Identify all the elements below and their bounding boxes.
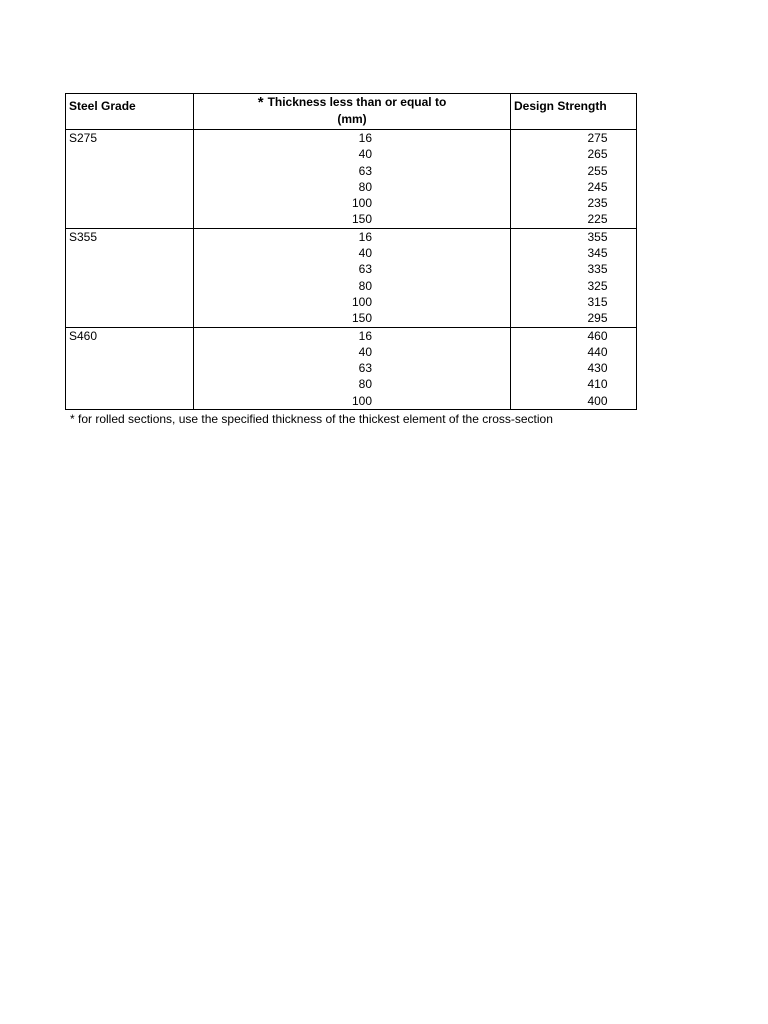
steel-grade-cell: [66, 376, 194, 392]
thickness-cell: [194, 327, 511, 344]
design-strength-cell: [511, 228, 637, 245]
steel-grade-cell: [66, 261, 194, 277]
steel-grade-cell: [66, 146, 194, 162]
design-strength-value: 265: [587, 147, 608, 162]
steel-grade-cell: [66, 163, 194, 179]
design-strength-cell: [511, 261, 637, 277]
footnote-marker: *: [257, 94, 264, 111]
design-strength-value: 325: [587, 278, 608, 293]
thickness-value: 100: [351, 393, 372, 408]
design-strength-value: 440: [587, 344, 608, 359]
design-strength-value: 400: [587, 393, 608, 408]
steel-grade-cell: [66, 211, 194, 228]
header-row: [66, 94, 637, 130]
design-strength-value: 315: [587, 294, 608, 309]
design-strength-cell: [511, 393, 637, 410]
table-header: [66, 94, 637, 130]
table-row: [66, 211, 637, 228]
thickness-cell: [194, 228, 511, 245]
thickness-cell: [194, 294, 511, 310]
design-strength-cell: [511, 195, 637, 211]
table-row: [66, 376, 637, 392]
header-thickness-line1: Thickness less than or equal to: [267, 95, 447, 109]
footnote: * for rolled sections, use the specified thickness of the thickest element of the cross-section: [70, 412, 553, 426]
design-strength-cell: [511, 327, 637, 344]
thickness-value: 63: [358, 163, 372, 178]
steel-grade-cell: S355: [66, 228, 194, 245]
thickness-cell: [194, 393, 511, 410]
thickness-cell: [194, 360, 511, 376]
table-row: [66, 261, 637, 277]
table-row: [66, 130, 637, 147]
thickness-value: 150: [351, 212, 372, 227]
table-row: [66, 360, 637, 376]
steel-grade-cell: [66, 310, 194, 327]
design-strength-value: 460: [587, 328, 608, 343]
thickness-cell: [194, 130, 511, 147]
thickness-cell: [194, 278, 511, 294]
thickness-cell: [194, 376, 511, 392]
steel-grade-cell: S275: [66, 130, 194, 147]
thickness-value: 100: [351, 196, 372, 211]
table-row: [66, 195, 637, 211]
table-row: [66, 146, 637, 162]
table-row: [66, 278, 637, 294]
design-strength-table: [65, 93, 637, 410]
thickness-cell: [194, 163, 511, 179]
design-strength-value: 295: [587, 311, 608, 326]
thickness-value: 16: [358, 131, 372, 145]
table-row: [66, 228, 637, 245]
thickness-value: 63: [358, 262, 372, 277]
design-strength-cell: [511, 163, 637, 179]
design-strength-value: 410: [587, 377, 608, 392]
steel-grade-cell: [66, 344, 194, 360]
design-strength-cell: [511, 146, 637, 162]
design-strength-value: 355: [587, 229, 608, 244]
thickness-value: 80: [358, 377, 372, 392]
design-strength-value: 345: [587, 246, 608, 261]
thickness-value: 100: [351, 294, 372, 309]
design-strength-cell: [511, 360, 637, 376]
design-strength-value: 255: [587, 163, 608, 178]
table-row: [66, 294, 637, 310]
design-strength-cell: [511, 310, 637, 327]
design-strength-cell: [511, 278, 637, 294]
design-strength-value: 225: [587, 212, 608, 227]
thickness-cell: [194, 195, 511, 211]
design-strength-value: 245: [587, 179, 608, 194]
table-row: [66, 310, 637, 327]
thickness-value: 80: [358, 278, 372, 293]
design-strength-value: 235: [587, 196, 608, 211]
design-strength-cell: [511, 130, 637, 147]
design-strength-value: 335: [587, 262, 608, 277]
design-strength-value: 275: [587, 131, 608, 145]
thickness-value: 80: [358, 179, 372, 194]
thickness-value: 40: [358, 246, 372, 261]
design-strength-cell: [511, 245, 637, 261]
design-strength-cell: [511, 211, 637, 228]
design-strength-cell: [511, 294, 637, 310]
thickness-value: 40: [358, 147, 372, 162]
steel-grade-cell: [66, 195, 194, 211]
thickness-cell: [194, 310, 511, 327]
design-strength-cell: [511, 344, 637, 360]
design-strength-cell: [511, 179, 637, 195]
thickness-cell: [194, 245, 511, 261]
table-row: [66, 344, 637, 360]
table-row: [66, 163, 637, 179]
thickness-value: 40: [358, 344, 372, 359]
thickness-cell: [194, 179, 511, 195]
table-row: [66, 179, 637, 195]
thickness-cell: [194, 261, 511, 277]
steel-grade-cell: [66, 360, 194, 376]
design-strength-cell: [511, 376, 637, 392]
thickness-value: 150: [351, 311, 372, 326]
thickness-value: 16: [358, 229, 372, 244]
steel-grade-cell: S460: [66, 327, 194, 344]
table-row: [66, 245, 637, 261]
header-thickness: [194, 94, 511, 130]
thickness-cell: [194, 344, 511, 360]
header-thickness-line2: (mm): [337, 112, 367, 126]
table-body: [66, 130, 637, 410]
steel-grade-cell: [66, 393, 194, 410]
thickness-value: 63: [358, 361, 372, 376]
table-row: [66, 327, 637, 344]
table-row: [66, 393, 637, 410]
thickness-cell: [194, 211, 511, 228]
thickness-value: 16: [358, 328, 372, 343]
design-strength-value: 430: [587, 361, 608, 376]
steel-grade-cell: [66, 245, 194, 261]
header-design-strength: Design Strength: [511, 94, 637, 130]
steel-grade-cell: [66, 278, 194, 294]
thickness-cell: [194, 146, 511, 162]
steel-grade-cell: [66, 179, 194, 195]
steel-grade-cell: [66, 294, 194, 310]
header-steel-grade: Steel Grade: [66, 94, 194, 130]
